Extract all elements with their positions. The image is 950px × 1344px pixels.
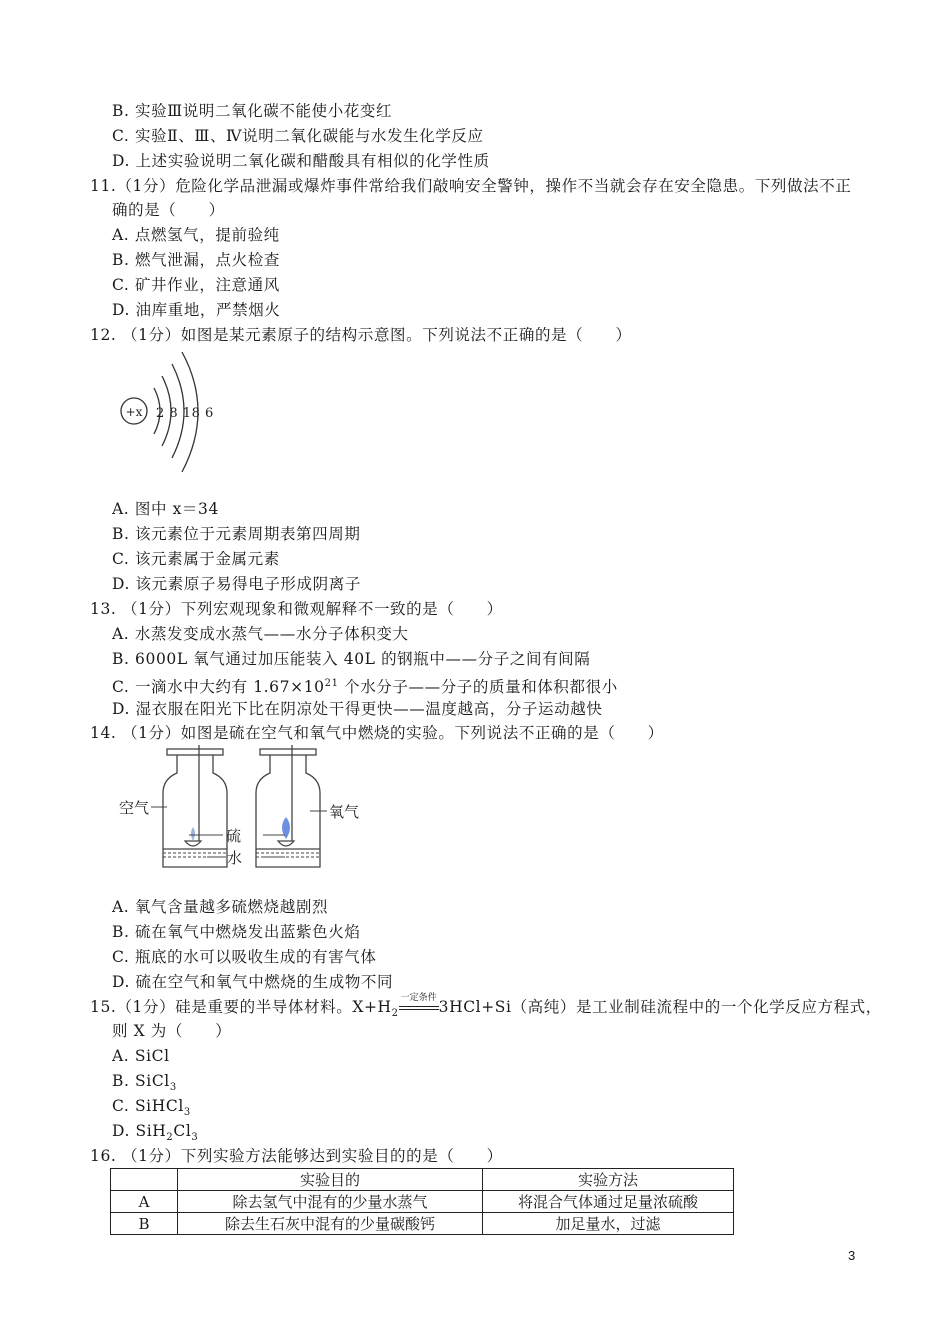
q14-option-b: B. 硫在氧气中燃烧发出蓝紫色火焰 [112, 923, 361, 941]
label-oxygen: 氧气 [329, 803, 360, 821]
q12-option-d: D. 该元素原子易得电子形成阴离子 [112, 575, 361, 593]
label-sulfur: 硫 [226, 827, 242, 845]
q11-option-c: C. 矿井作业，注意通风 [112, 276, 280, 294]
nucleus-label: +x [125, 405, 143, 419]
q11-option-d: D. 油库重地，严禁烟火 [112, 301, 281, 319]
table-cell: 除去生石灰中混有的少量碳酸钙 [178, 1213, 483, 1235]
q12-option-c: C. 该元素属于金属元素 [112, 550, 280, 568]
q15-option-c: C. SiHCl$_3$ [112, 1097, 191, 1119]
table-cell: 加足量水，过滤 [483, 1213, 734, 1235]
q10-option-b: B. 实验Ⅲ说明二氧化碳不能使小花变红 [112, 102, 393, 120]
oxygen-spoon [278, 841, 294, 846]
air-spoon [185, 841, 201, 846]
q15-option-d: D. $SiH_2Cl_3$ [112, 1122, 199, 1144]
atom-structure-diagram [110, 348, 220, 488]
q10-option-d: D. 上述实验说明二氧化碳和醋酸具有相似的化学性质 [112, 152, 490, 170]
q10-option-c: C. 实验Ⅱ、Ⅲ、Ⅳ说明二氧化碳能与水发生化学反应 [112, 127, 484, 145]
q16-table [110, 1168, 734, 1235]
q12-option-b: B. 该元素位于元素周期表第四周期 [112, 525, 361, 543]
air-jar [163, 745, 227, 867]
table-cell: A [111, 1191, 178, 1213]
table-header-cell [111, 1169, 178, 1191]
q11-option-b: B. 燃气泄漏，点火检查 [112, 251, 280, 269]
oxygen-jar [256, 745, 320, 867]
q15-option-b: B. SiCl$_3$ [112, 1072, 177, 1094]
table-header-cell: 实验方法 [483, 1169, 734, 1191]
table-cell: 将混合气体通过足量浓硫酸 [483, 1191, 734, 1213]
table-cell: 除去氢气中混有的少量水蒸气 [178, 1191, 483, 1213]
q11-option-a: A. 点燃氢气，提前验纯 [112, 226, 280, 244]
q14-stem: 14. （1分）如图是硫在空气和氧气中燃烧的实验。下列说法不正确的是（ ） [90, 724, 664, 742]
q12-stem: 12. （1分）如图是某元素原子的结构示意图。下列说法不正确的是（ ） [90, 326, 632, 344]
q13-stem: 13. （1分）下列宏观现象和微观解释不一致的是（ ） [90, 600, 503, 618]
electron-counts: 2 8 18 6 [156, 406, 214, 421]
q13-option-b: B. 6000L 氧气通过加压能装入 40L 的钢瓶中——分子之间有间隔 [112, 650, 591, 668]
q14-option-d: D. 硫在空气和氧气中燃烧的生成物不同 [112, 973, 394, 991]
label-water: 水 [227, 849, 243, 867]
table-row [111, 1213, 734, 1235]
reaction-condition: 一定条件 [399, 997, 439, 1017]
table-header-row [111, 1169, 734, 1191]
q13-option-d: D. 湿衣服在阳光下比在阴凉处干得更快——温度越高，分子运动越快 [112, 700, 603, 718]
q11-stem-cont: 确的是（ ） [112, 201, 225, 219]
table-row [111, 1191, 734, 1213]
oxygen-flame [282, 817, 290, 839]
q14-option-c: C. 瓶底的水可以吸收生成的有害气体 [112, 948, 377, 966]
q15-stem: 15.（1分）硅是重要的半导体材料。$X+H_2$ 一定条件 3HCl+Si（高纯）是工业制硅流程中的一个化学反应方程式， [90, 993, 882, 1020]
q13-option-c: C. 一滴水中大约有 $1.67\times 10^{21}$ 个水分子——分子的质量和体积都很小 [112, 678, 618, 697]
label-air: 空气 [119, 799, 150, 817]
sulfur-combustion-diagram [115, 745, 360, 875]
q12-option-a: A. 图中 x＝34 [112, 500, 219, 518]
q15-option-a: A. SiCl [112, 1047, 170, 1065]
q14-option-a: A. 氧气含量越多硫燃烧越剧烈 [112, 898, 329, 916]
table-cell: B [111, 1213, 178, 1235]
table-header-cell: 实验目的 [178, 1169, 483, 1191]
q11-stem: 11.（1分）危险化学品泄漏或爆炸事件常给我们敲响安全警钟，操作不当就会存在安全隐患。下列做法不正 [90, 177, 852, 195]
q15-stem-cont: 则 X 为（ ） [112, 1022, 232, 1040]
q13-option-a: A. 水蒸发变成水蒸气——水分子体积变大 [112, 625, 409, 643]
air-flame [191, 827, 195, 841]
page-number: 3 [848, 1248, 856, 1263]
q16-stem: 16. （1分）下列实验方法能够达到实验目的的是（ ） [90, 1147, 503, 1165]
